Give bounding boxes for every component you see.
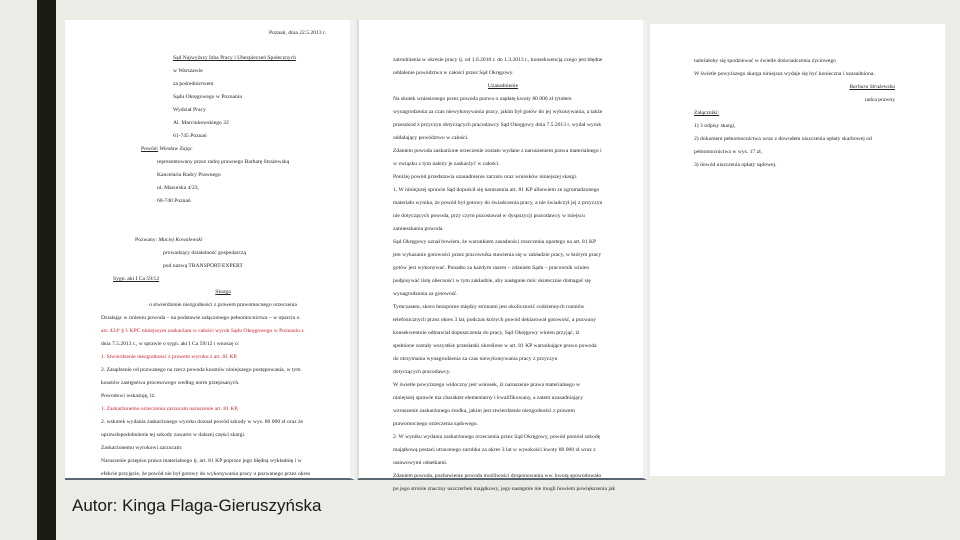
text-line: 2. wskutek wydania zaskarżonego wyroku doznał powód szkody w wys. 80 000 zł oraz że	[101, 419, 303, 425]
text-line: konsekwentnie odmawiał dopuszczenia do pracy, Sąd Okręgowy winien przyjąć, iż	[393, 330, 580, 336]
text-line: wzruszenie zaskarżonego środka, jakim jest stwierdzenie niezgodności z prawem	[393, 408, 575, 414]
plaintiff-label: Powód:	[141, 146, 159, 152]
text-line: spełnione zostały wszystkie przesłanki określone w art. 81 KP warunkujące prawo powoda	[393, 343, 597, 349]
text-line: 60-740 Poznań	[157, 198, 191, 204]
text-line: Sąd Okręgowy uznał bowiem, że warunkiem zasadności roszczenia opartego na art. 81 KP	[393, 239, 597, 245]
text-line: gotów jest wykonywać. Ponadto za każdym razem – zdaniem Sądu – pracownik winien	[393, 265, 590, 271]
text-line: 2. Zasądzenie od pozwanego na rzecz powoda kosztów niniejszego postępowania, w tym	[101, 367, 301, 373]
plaintiff-block	[141, 143, 289, 208]
signer-name: Barbara Strażewska	[849, 84, 895, 90]
defendant-name: Maciej Kowalewski	[158, 237, 203, 243]
text-line: reprezentowany przez radcę prawnego Barbarę Strażewską	[157, 159, 290, 165]
accent-bar	[37, 0, 56, 540]
text-line: wynagrodzenia za czas niewykonywania pracy, jakim był gotów do jej wykonywania, a także	[393, 109, 603, 115]
text-line: Sąd Najwyższy Izba Pracy i Ubezpieczeń Społecznych	[173, 55, 297, 61]
document-body	[101, 312, 323, 481]
text-line: Na skutek wniesionego przez powoda pozwu o zapłatę kwoty 80 000 zł tytułem	[393, 96, 572, 102]
defendant-block	[135, 234, 246, 273]
text-line: Tymczasem, skoro bezsporne między stronami jest okoliczność codziennych rozmów	[393, 304, 585, 310]
text-line: uprawdopodobnienie tej szkody zawarto w dalszej części skargi.	[101, 432, 246, 438]
text-line: Zdaniem powoda, pozbawienie powoda możliwości dysponowania ww. kwotą spowodowało	[393, 473, 602, 479]
text-line: zamieszkania powoda.	[393, 226, 444, 232]
text-line: ul. Mazurska 4/23,	[157, 185, 199, 191]
text-line: kosztów zastępstwa procesowego według norm przepisanych.	[101, 380, 240, 386]
text-line: Kancelaria Radcy Prawnego	[157, 172, 221, 178]
text-line: efekcie przyjęcie, że powód nie był gotowy do wykonywania pracy u pozwanego przez okres	[101, 471, 311, 477]
text-line: materiału wynika, że powód był gotowy do świadczenia pracy, a nie świadczył jej z przyczyn	[393, 200, 603, 206]
attachments-label: Załączniki:	[694, 110, 720, 116]
text-line: Al. Marcinkowskiego 32	[173, 120, 229, 126]
text-line: w Warszawie	[173, 68, 203, 74]
text-line: należałoby się spodziewać w świetle doświadczenia życiowego	[694, 58, 836, 64]
text-line: zatrudnienia w okresie pracy tj. od 1.6.2010 r. do 1.3.2013 r., konsekwencją czego jest błędne	[393, 57, 603, 63]
text-line: 1. W niniejszej sprawie Sąd dopuścił się naruszenia art. 81 KP albowiem ze zgromadzonego	[393, 187, 600, 193]
text-line: prawomocnego orzeczenia sądowego.	[393, 421, 478, 427]
document-date: Poznań, dnia 22.5.2013 r.	[268, 30, 326, 36]
text-line: oddalający powództwo w całości.	[393, 135, 469, 141]
text-line: 2. W wyniku wydania zaskarżonego orzeczenia przez Sąd Okręgowy, powód poniósł szkodę	[393, 434, 601, 440]
text-line: Poniżej powód przedstawia uzasadnienie zarzutu oraz wniosków niniejszej skargi.	[393, 174, 578, 180]
text-line: podpisywać listę obecności w tym zakładzie, aby następnie móc skutecznie domagać się	[393, 278, 591, 284]
text-line: 1. Stwierdzenie niezgodności z prawem wyroku z art. 81 KP,	[101, 354, 238, 360]
document-page-1	[65, 20, 355, 480]
text-line: Sądu Okręgowego w Poznaniu	[173, 94, 243, 100]
text-line: pod nazwą TRANSPORT-EXPERT	[163, 263, 243, 269]
text-line: do otrzymania wynagrodzenia za czas niewykonywania pracy z przyczyn	[393, 356, 558, 362]
text-line: prowadzący działalność gospodarczą	[163, 250, 246, 256]
justification-heading: Uzasadnienie	[487, 83, 519, 89]
text-line: oddalenie powództwa w całości przez Sąd Okręgowy.	[393, 70, 514, 76]
text-line: Działając w imieniu powoda – na podstawie załączonego pełnomocnictwa – w oparciu o	[101, 315, 300, 321]
slide-caption-author: Autor: Kinga Flaga-Gieruszyńska	[72, 496, 322, 515]
text-line: nie dotyczących powoda, przy czym pozostawał w dyspozycji pracodawcy w miejscu	[393, 213, 585, 219]
text-line: Naruszenie przepisu prawa materialnego tj. art. 81 KP poprzez jego błędną wykładnię i w	[101, 458, 302, 464]
document-title: Skarga	[215, 289, 231, 295]
text-line: 2) dokument pełnomocnictwa wraz z dowodem uiszczenia opłaty skarbowej od	[694, 136, 872, 142]
text-line: po jego stronie znaczny uszczerbek majątkowy, jego następnie nie mogli bowiem powiększenia jak	[393, 486, 616, 492]
justification-body	[393, 93, 616, 496]
text-line: niniejszej sprawie ma charakter elementarny i kwalifikowany, a zatem uzasadniający	[393, 395, 584, 401]
text-line: Powodowi wskazuję, iż:	[101, 393, 156, 399]
document-page-2	[357, 20, 647, 492]
text-line: art. 424¹ § 1 KPC niniejszym zaskarżam w całości wyrok Sądu Okręgowego w Poznaniu z	[101, 328, 304, 334]
document-page-3	[650, 24, 945, 476]
defendant-label: Pozwany:	[135, 237, 158, 243]
text-line: jest wykazanie gotowości przez pracownika stawienia się w zakładzie pracy, w którym pracy	[393, 252, 602, 258]
text-line: przeszkód z przyczyn dotyczących pracodawcy Sąd Okręgowy dnia 7.5.2013 r. wydał wyrok	[393, 122, 602, 128]
signer-role: radca prawny	[864, 97, 895, 103]
case-signature: Sygn. akt I Ca 59/12	[113, 276, 160, 282]
text-line: Zaskarżonemu wyrokowi zarzucam:	[101, 445, 183, 451]
text-line: W świetle powyższego widoczny jest wniosek, iż naruszenie prawa materialnego w	[393, 382, 581, 388]
addressee-block	[173, 52, 296, 143]
text-line: majątkową postaci utraconego zarobku za okres 3 lat w wysokości kwoty 80 000 zł wraz z	[393, 447, 596, 453]
text-line: 61-745 Poznań	[173, 133, 207, 139]
text-line: 3) dowód uiszczenia opłaty sądowej.	[694, 162, 777, 168]
text-line: Zdaniem powoda zaskarżone orzeczenie zostało wydane z naruszeniem prawa materialnego i	[393, 148, 602, 154]
text-line: pełnomocnictwa w wys. 17 zł,	[694, 149, 763, 155]
text-line: W świetle powyższego skarga niniejsza wydaje się być konieczna i uzasadniona.	[694, 71, 875, 77]
text-line: za pośrednictwem	[173, 81, 214, 87]
text-line: wynagrodzenia za gotowość.	[393, 291, 458, 297]
text-line: dnia 7.5.2013 r., w sprawie o sygn. akt I Ca 59/12 i wnoszę o:	[101, 341, 240, 347]
text-line: ustawowymi odsetkami.	[393, 460, 448, 466]
text-line: 1. Zaskarżonemu orzeczeniu zarzucam naruszenie art. 81 KP,	[101, 406, 239, 412]
text-line: 1) 3 odpisy skargi,	[694, 123, 736, 129]
text-line: telefonicznych przez okres 3 lat, podczas których powód deklarował gotowość, a pozwany	[393, 317, 597, 323]
document-subtitle: o stwierdzenie niezgodności z prawem prawomocnego orzeczenia	[149, 302, 297, 308]
text-line: Wydział Pracy	[173, 107, 206, 113]
plaintiff-name: Wiesław Zając	[159, 146, 193, 152]
text-line: w związku z tym należy je zaskarżyć w całości.	[393, 161, 500, 167]
text-line: dotyczących pracodawcy.	[393, 369, 451, 375]
